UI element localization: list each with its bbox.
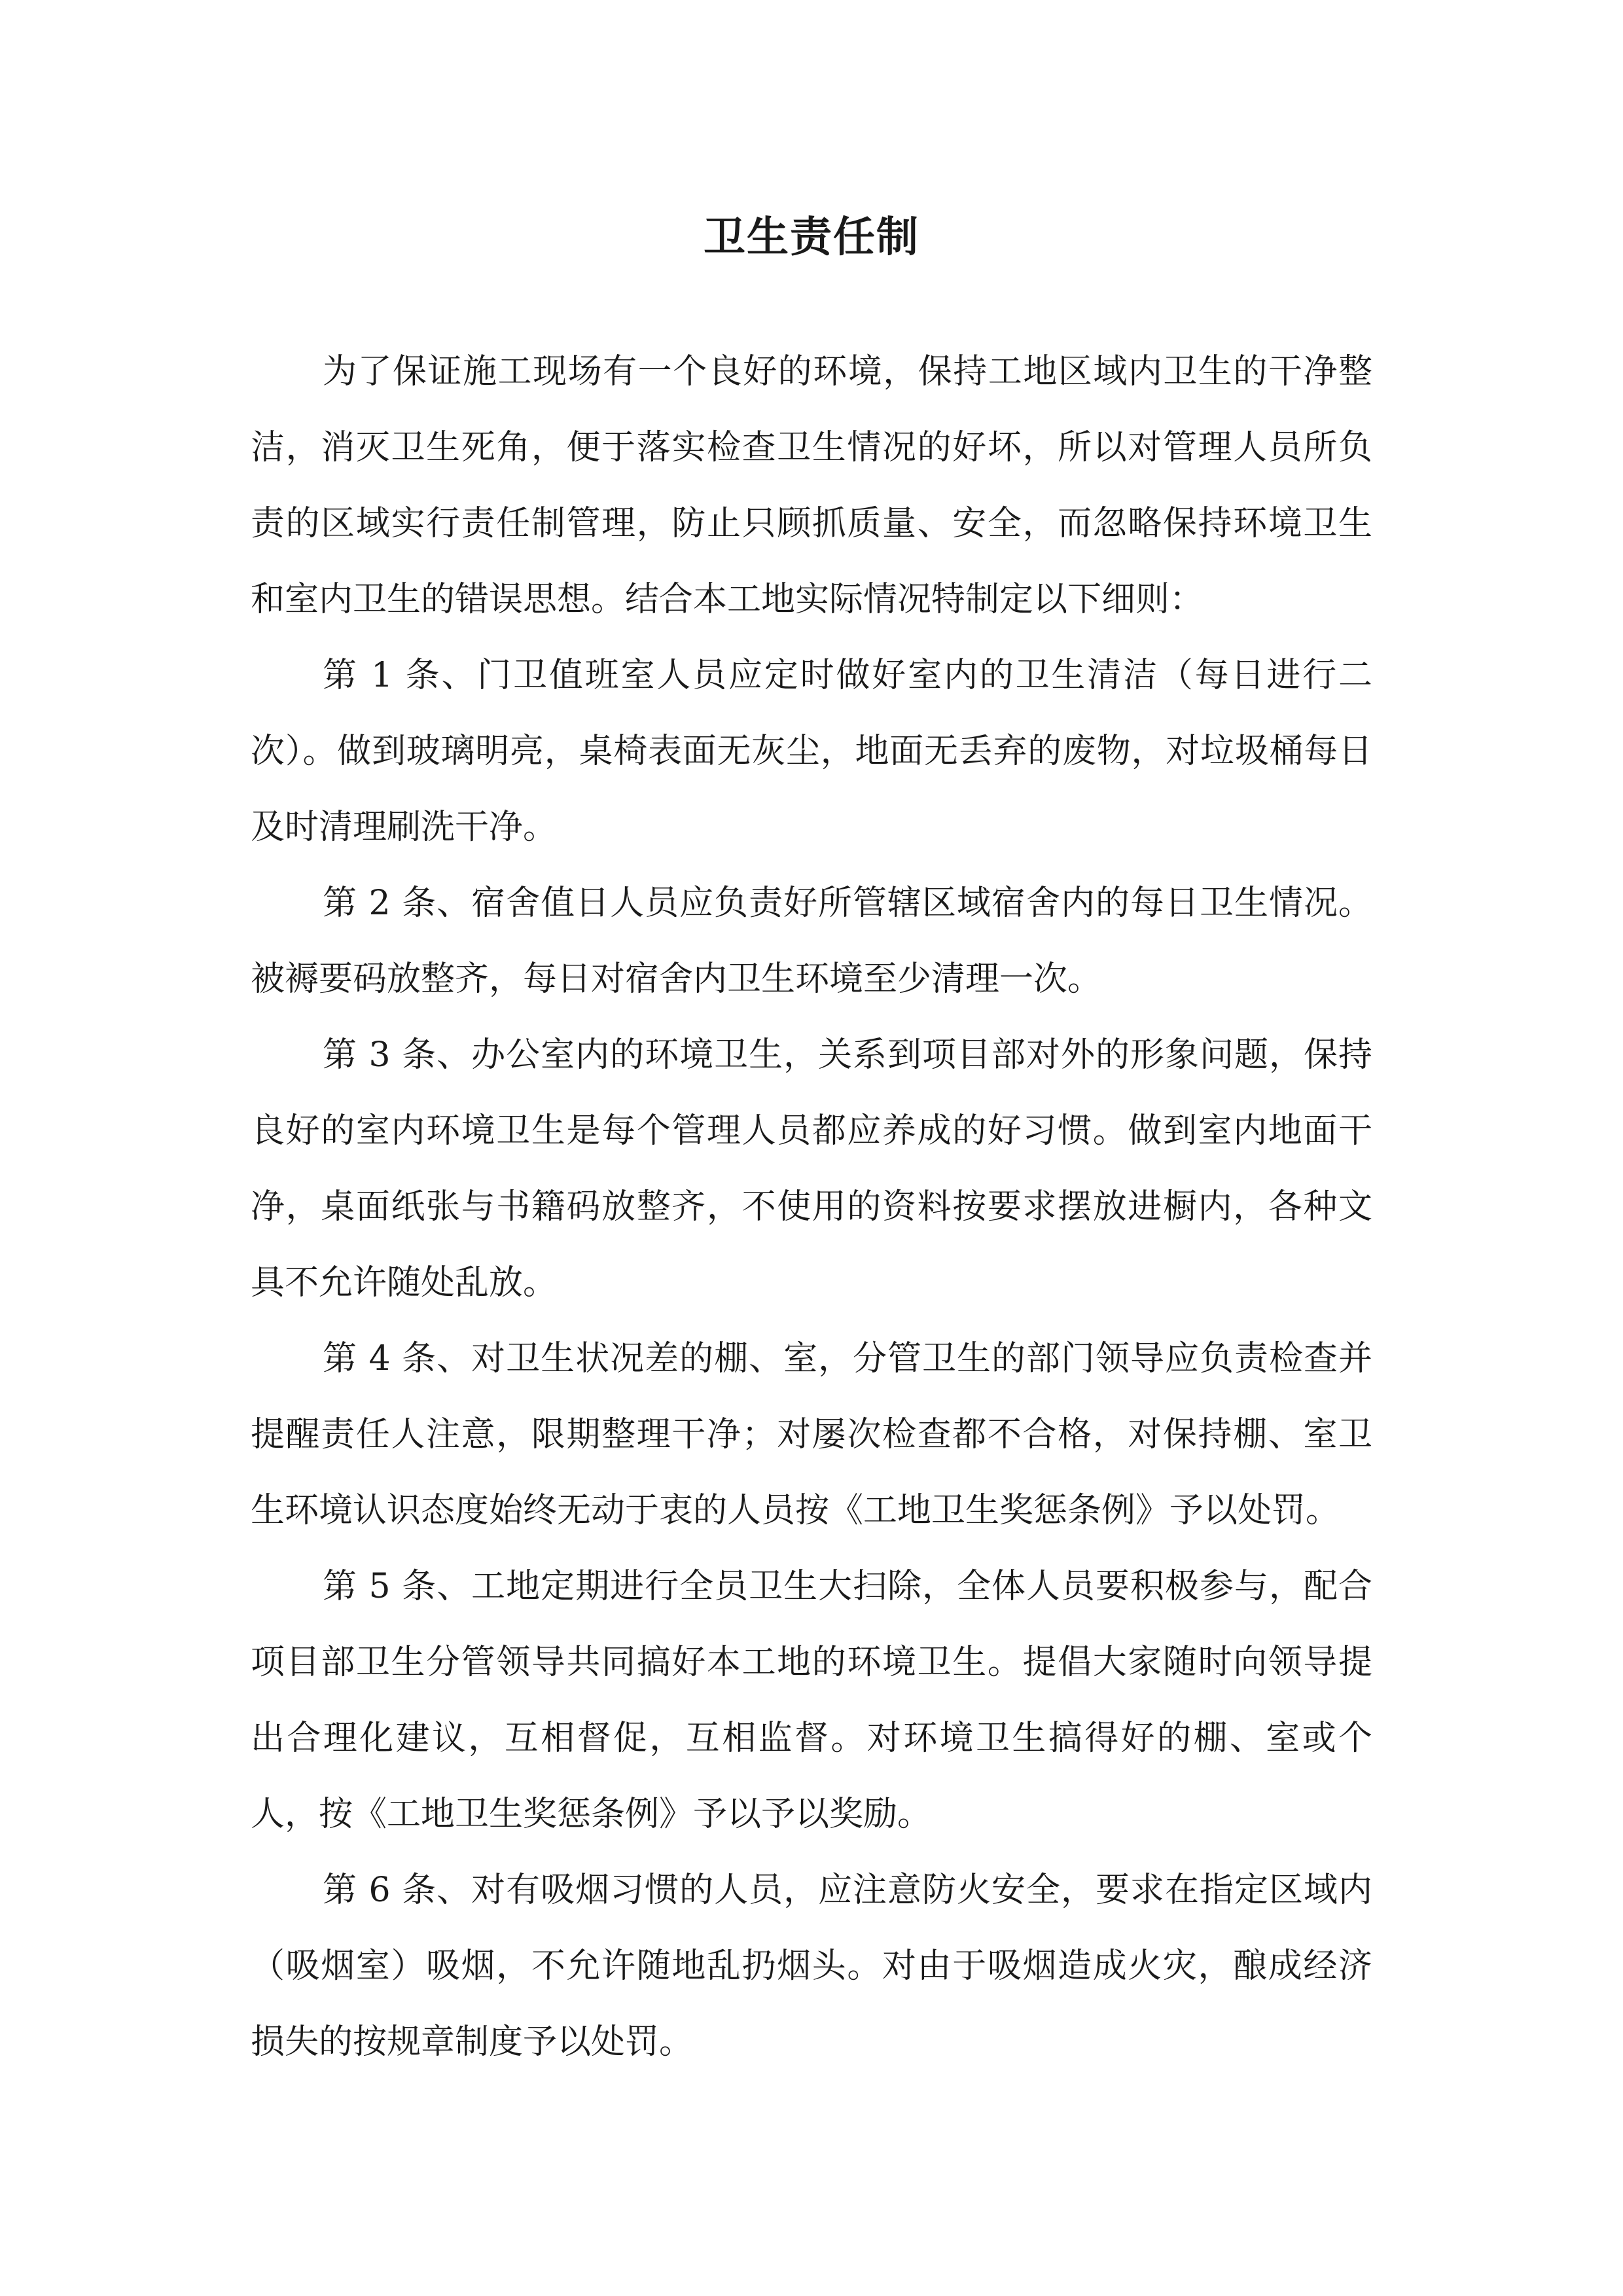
document-body	[251, 334, 1372, 2080]
article-5-paragraph: 第 5 条、工地定期进行全员卫生大扫除，全体人员要积极参与，配合项目部卫生分管领导共同搞好本工地的环境卫生。提倡大家随时向领导提出合理化建议，互相督促，互相监督。对环境卫生搞得好的棚、室或个人，按《工地卫生奖惩条例》予以予以奖励。	[251, 1567, 1372, 1834]
article-4-paragraph: 第 4 条、对卫生状况差的棚、室，分管卫生的部门领导应负责检查并提醒责任人注意，限期整理干净；对屡次检查都不合格，对保持棚、室卫生环境认识态度始终无动于衷的人员按《工地卫生奖惩条例》予以处罚。	[251, 1339, 1372, 1530]
article-3-paragraph: 第 3 条、办公室内的环境卫生，关系到项目部对外的形象问题，保持良好的室内环境卫生是每个管理人员都应养成的好习惯。做到室内地面干净，桌面纸张与书籍码放整齐，不使用的资料按要求摆放进橱内，各种文具不允许随处乱放。	[251, 1035, 1372, 1302]
document-title: 卫生责任制	[704, 213, 919, 262]
article-6-paragraph: 第 6 条、对有吸烟习惯的人员，应注意防火安全，要求在指定区域内（吸烟室）吸烟，不允许随地乱扔烟头。对由于吸烟造成火灾，酿成经济损失的按规章制度予以处罚。	[251, 1871, 1372, 2062]
intro-paragraph: 为了保证施工现场有一个良好的环境，保持工地区域内卫生的干净整洁，消灭卫生死角，便于落实检查卫生情况的好坏，所以对管理人员所负责的区域实行责任制管理，防止只顾抓质量、安全，而忽略保持环境卫生和室内卫生的错误思想。结合本工地实际情况特制定以下细则：	[251, 352, 1372, 619]
article-2-paragraph: 第 2 条、宿舍值日人员应负责好所管辖区域宿舍内的每日卫生情况。被褥要码放整齐，每日对宿舍内卫生环境至少清理一次。	[251, 884, 1372, 999]
article-1-paragraph: 第 1 条、门卫值班室人员应定时做好室内的卫生清洁（每日进行二次）。做到玻璃明亮，桌椅表面无灰尘，地面无丢弃的废物，对垃圾桶每日及时清理刷洗干净。	[251, 656, 1372, 847]
